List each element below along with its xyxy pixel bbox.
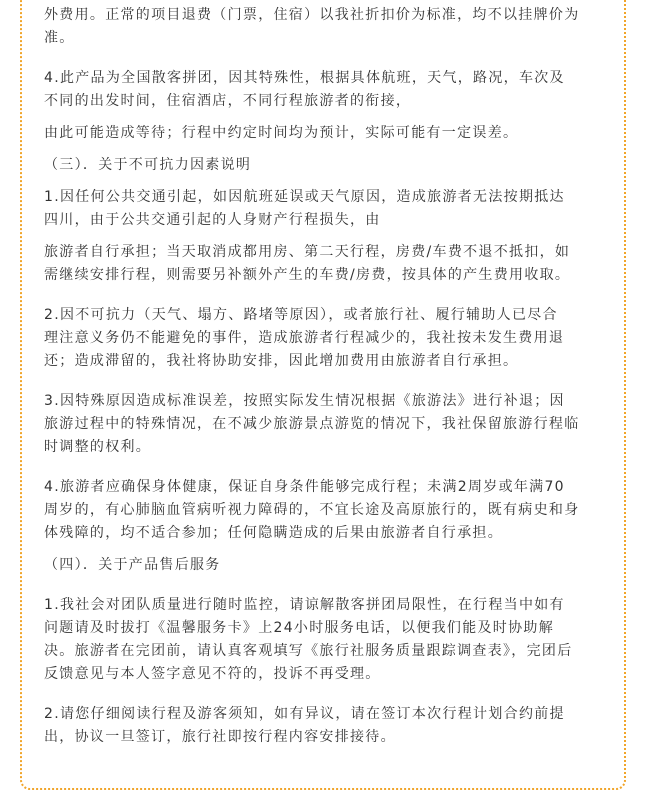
section-title-force-majeure: （三）．关于不可抗力因素说明 [44, 157, 252, 173]
text-line: 反馈意见与本人签字意见不符的，投诉不再受理。 [44, 666, 381, 682]
force-majeure-item-2 [44, 304, 610, 373]
text-line: 旅游过程中的特殊情况，在不减少旅游景点游览的情况下，我社保留旅游行程临 [44, 416, 580, 432]
after-sales-item-2 [44, 703, 610, 749]
force-majeure-item-4 [44, 476, 610, 545]
text-line: 4.旅游者应确保身体健康，保证自身条件能够完成行程；未满2周岁或年满70 [44, 479, 565, 495]
travel-notes-content [44, 0, 610, 749]
text-line: 决。旅游者在完团前，请认真客观填写《旅行社服务质量跟踪调查表》，完团后 [44, 643, 573, 659]
text-line: 体残障的，均不适合参加；任何隐瞒造成的后果由旅游者自行承担。 [44, 525, 503, 541]
force-majeure-item-1 [44, 186, 610, 232]
text-line: 还；造成滞留的，我社将协助安排，因此增加费用由旅游者自行承担。 [44, 353, 519, 369]
text-line: 时调整的权利。 [44, 439, 152, 455]
text-line: 问题请及时拔打《温馨服务卡》上24小时服务电话，以便我们能及时协助解 [44, 620, 555, 636]
force-majeure-item-1-continued [44, 241, 610, 287]
force-majeure-item-3 [44, 390, 610, 459]
after-sales-item-1 [44, 594, 610, 686]
text-line: 需继续安排行程，则需要另补额外产生的车费/房费，按具体的产生费用收取。 [44, 267, 571, 283]
refund-standard-paragraph [44, 4, 610, 50]
text-line: 旅游者自行承担；当天取消成都用房、第二天行程，房费/车费不退不抵扣，如 [44, 244, 571, 260]
text-line: 2.请您仔细阅读行程及游客须知，如有异议，请在签订本次行程计划合约前提 [44, 706, 565, 722]
text-line: 出，协议一旦签订，旅行社即按行程内容安排接待。 [44, 729, 396, 745]
text-line: 1.我社会对团队质量进行随时监控，请谅解散客拼团局限性，在行程当中如有 [44, 597, 565, 613]
text-line: 理注意义务仍不能避免的事件，造成旅游者行程减少的，我社按未发生费用退 [44, 330, 565, 346]
section-title-after-sales: （四）．关于产品售后服务 [44, 557, 221, 573]
group-tour-paragraph [44, 67, 610, 113]
text-line: 3.因特殊原因造成标准误差，按照实际发生情况根据《旅游法》进行补退；因 [44, 393, 565, 409]
text-line: 4.此产品为全国散客拼团，因其特殊性，根据具体航班，天气，路况，车次及 [44, 70, 565, 86]
text-line: 外费用。正常的项目退费（门票，住宿）以我社折扣价为标准，均不以挂牌价为 [44, 7, 580, 23]
text-line: 周岁的，有心肺脑血管病听视力障碍的，不宜长途及高原旅行的，既有病史和身 [44, 502, 580, 518]
waiting-time-paragraph: 由此可能造成等待；行程中约定时间均为预计，实际可能有一定误差。 [44, 125, 519, 141]
text-line: 2.因不可抗力（天气、塌方、路堵等原因），或者旅行社、履行辅助人已尽合 [44, 307, 558, 323]
text-line: 1.因任何公共交通引起，如因航班延误或天气原因，造成旅游者无法按期抵达 [44, 189, 565, 205]
text-line: 准。 [44, 30, 75, 46]
text-line: 四川，由于公共交通引起的人身财产行程损失，由 [44, 212, 381, 228]
text-line: 不同的出发时间，住宿酒店，不同行程旅游者的衔接， [44, 93, 412, 109]
